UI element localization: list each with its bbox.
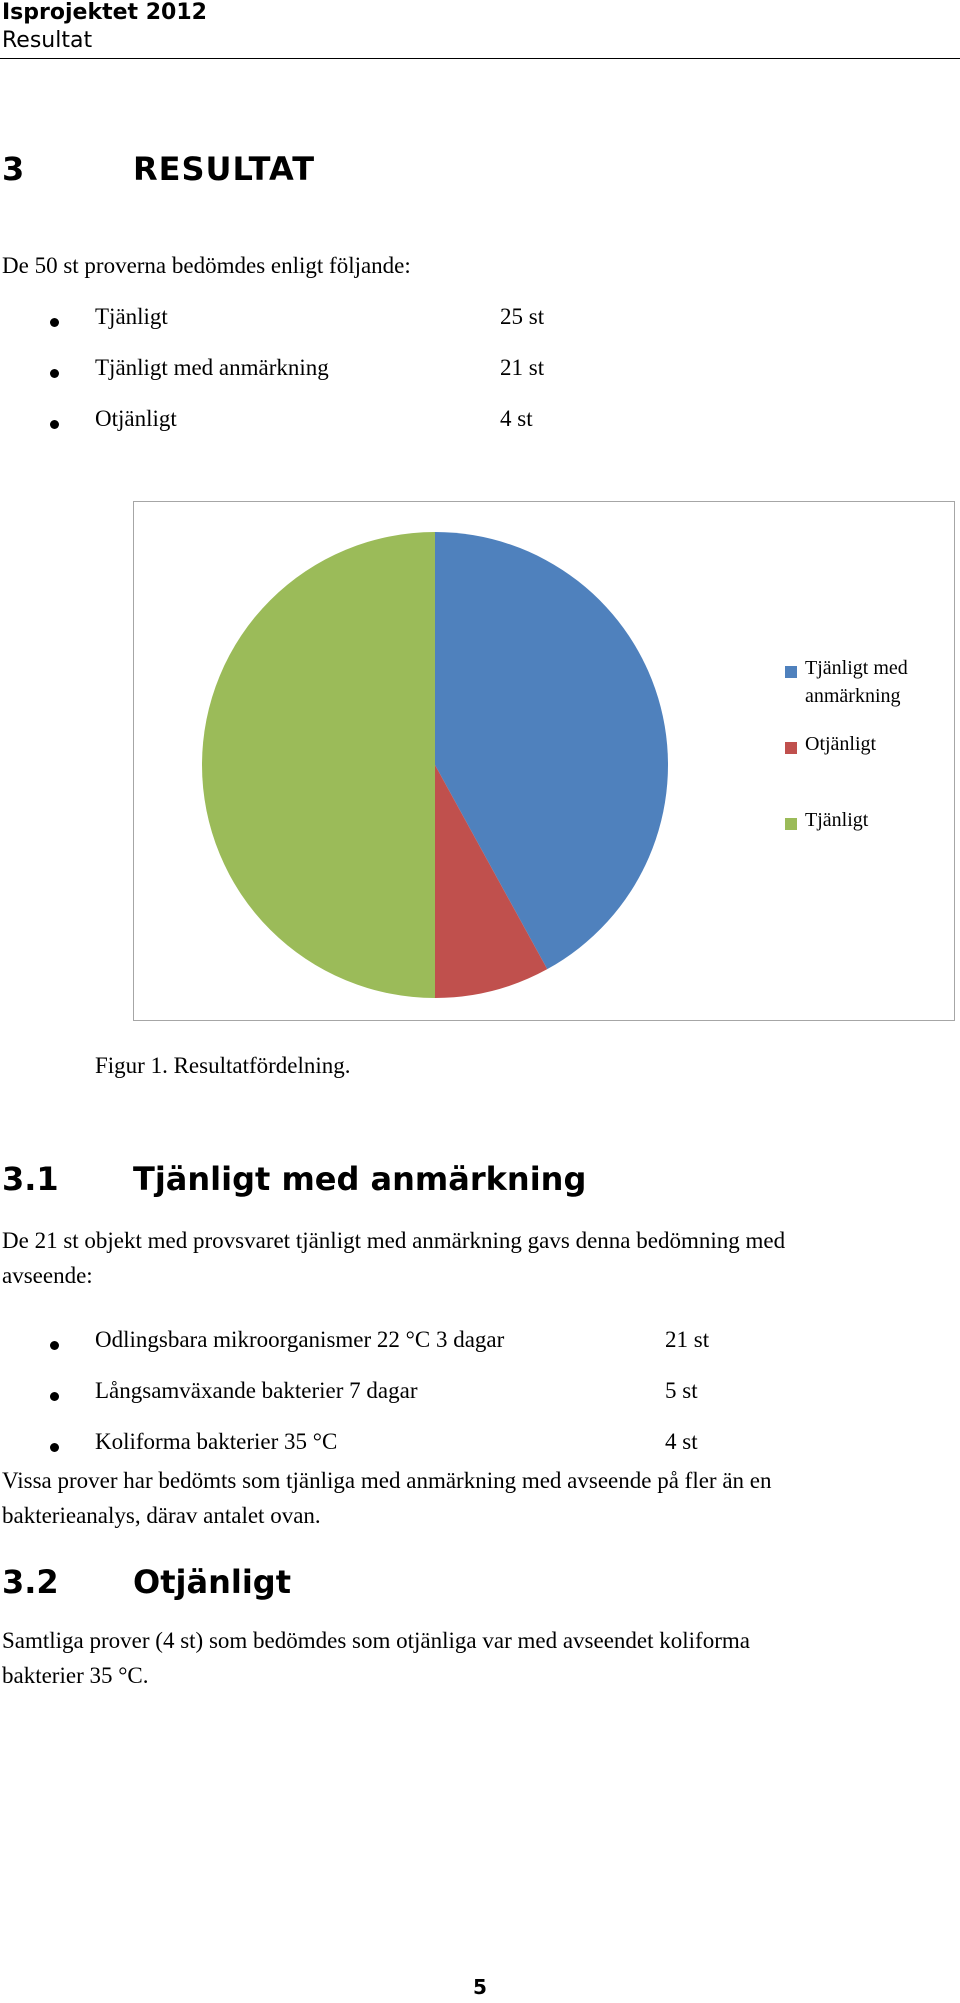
- section-number: 3: [2, 150, 25, 188]
- subsection-paragraph-line: De 21 st objekt med provsvaret tjänligt med anmärkning gavs denna bedömning med: [2, 1228, 786, 1253]
- summary-item-label: Otjänligt: [95, 406, 177, 431]
- legend-label-tjanligt-med-anmarkning-line1: Tjänligt med: [805, 657, 908, 679]
- bullet-icon: [50, 420, 59, 429]
- pie-chart: [134, 502, 954, 1020]
- summary-item-label: Tjänligt med anmärkning: [95, 355, 329, 380]
- subsection-title: Otjänligt: [133, 1563, 291, 1601]
- subsection-paragraph-line: avseende:: [2, 1263, 93, 1288]
- summary-item-count: 4 st: [500, 406, 533, 431]
- intro-paragraph: De 50 st proverna bedömdes enligt följande:: [2, 253, 411, 278]
- subsection-paragraph-line: Samtliga prover (4 st) som bedömdes som otjänliga var med avseendet koliforma: [2, 1628, 750, 1653]
- legend-label-tjanligt-med-anmarkning-line2: anmärkning: [805, 685, 901, 707]
- legend-label-tjanligt: Tjänligt: [805, 809, 869, 831]
- bullet-icon: [50, 1443, 59, 1452]
- summary-item-count: 21 st: [500, 355, 545, 380]
- page-number: 5: [473, 1975, 487, 1999]
- pie-slice-tj-nligt: [202, 532, 435, 998]
- header-rule: [0, 58, 960, 59]
- subsection-number: 3.1: [2, 1160, 59, 1198]
- document-header-title: Isprojektet 2012: [2, 0, 207, 25]
- legend-label-otjanligt: Otjänligt: [805, 733, 877, 755]
- reason-item-label: Odlingsbara mikroorganismer 22 °C 3 dagar: [95, 1327, 505, 1352]
- subsection-paragraph-line: Vissa prover har bedömts som tjänliga med anmärkning med avseende på fler än en: [2, 1468, 772, 1493]
- legend-swatch-tjanligt-med-anmarkning: [785, 666, 797, 678]
- subsection-number: 3.2: [2, 1563, 59, 1601]
- summary-item-label: Tjänligt: [95, 304, 168, 329]
- reason-item-count: 4 st: [665, 1429, 698, 1454]
- subsection-paragraph-line: bakterier 35 °C.: [2, 1663, 149, 1688]
- reason-item-count: 5 st: [665, 1378, 698, 1403]
- legend-swatch-tjanligt: [785, 818, 797, 830]
- pie-chart-frame: [133, 501, 955, 1021]
- bullet-icon: [50, 318, 59, 327]
- summary-item-count: 25 st: [500, 304, 545, 329]
- reason-item-label: Långsamväxande bakterier 7 dagar: [95, 1378, 418, 1403]
- bullet-icon: [50, 1392, 59, 1401]
- reason-item-count: 21 st: [665, 1327, 710, 1352]
- figure-caption: Figur 1. Resultatfördelning.: [95, 1053, 351, 1078]
- legend-swatch-otjanligt: [785, 742, 797, 754]
- subsection-paragraph-line: bakterieanalys, därav antalet ovan.: [2, 1503, 321, 1528]
- section-title: RESULTAT: [133, 150, 316, 188]
- reason-item-label: Koliforma bakterier 35 °C: [95, 1429, 338, 1454]
- bullet-icon: [50, 1341, 59, 1350]
- document-header-subtitle: Resultat: [2, 28, 93, 53]
- subsection-title: Tjänligt med anmärkning: [133, 1160, 587, 1198]
- bullet-icon: [50, 369, 59, 378]
